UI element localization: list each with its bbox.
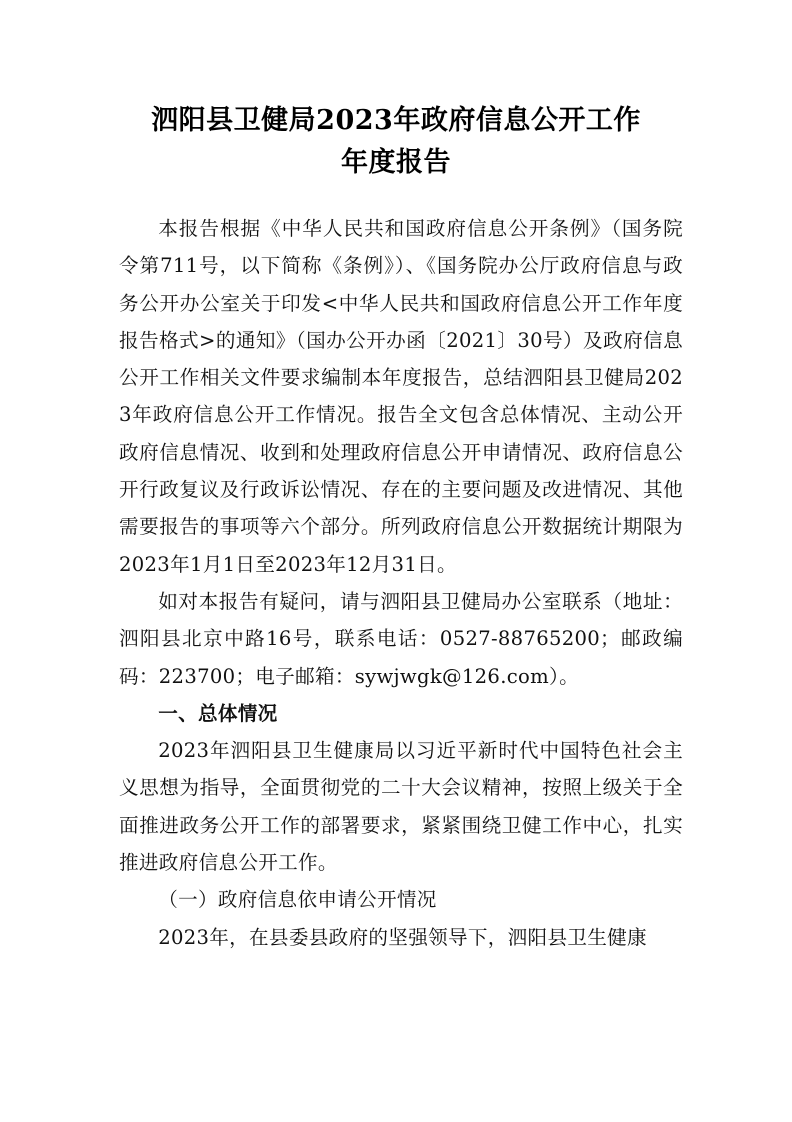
- application-disclosure-paragraph: 2023年，在县委县政府的坚强领导下，泗阳县卫生健康: [158, 925, 647, 949]
- intro-paragraph: 本报告根据《中华人民共和国政府信息公开条例》（国务院令第711号，以下简称《条例》）、《国务院办公厅政府信息与政务公开办公室关于印发<中华人民共和国政府信息公开工作年度报告格式>的通知》（国办公开办函〔2021〕30号）及政府信息公开工作相关文件要求编制本年度报告，总结泗阳县卫健局2023年政府信息公开工作情况。报告全文包含总体情况、主动公开政府信息情况、收到和处理政府信息公开申请情况、政府信息公开行政复议及行政诉讼情况、存在的主要问题及改进情况、其他需要报告的事项等六个部分。所列政府信息公开数据统计期限为2023年1月1日至2023年12月31日。: [119, 217, 683, 576]
- document-title-line1: 泗阳县卫健局2023年政府信息公开工作: [151, 105, 641, 136]
- overview-paragraph: 2023年泗阳县卫生健康局以习近平新时代中国特色社会主义思想为指导，全面贯彻党的二十大会议精神，按照上级关于全面推进政务公开工作的部署要求，紧紧围绕卫健工作中心，扎实推进政府信息公开工作。: [119, 739, 683, 875]
- contact-paragraph: 如对本报告有疑问，请与泗阳县卫健局办公室联系（地址：泗阳县北京中路16号，联系电话：0527-88765200；邮政编码：223700；电子邮箱：sywjwgk@126.com）。: [119, 589, 683, 688]
- section-heading-overview: 一、总体情况: [158, 701, 278, 725]
- document-body: [119, 210, 683, 956]
- document-title-line2: 年度报告: [341, 147, 451, 178]
- subsection-heading-application-disclosure: （一）政府信息依申请公开情况: [158, 888, 437, 912]
